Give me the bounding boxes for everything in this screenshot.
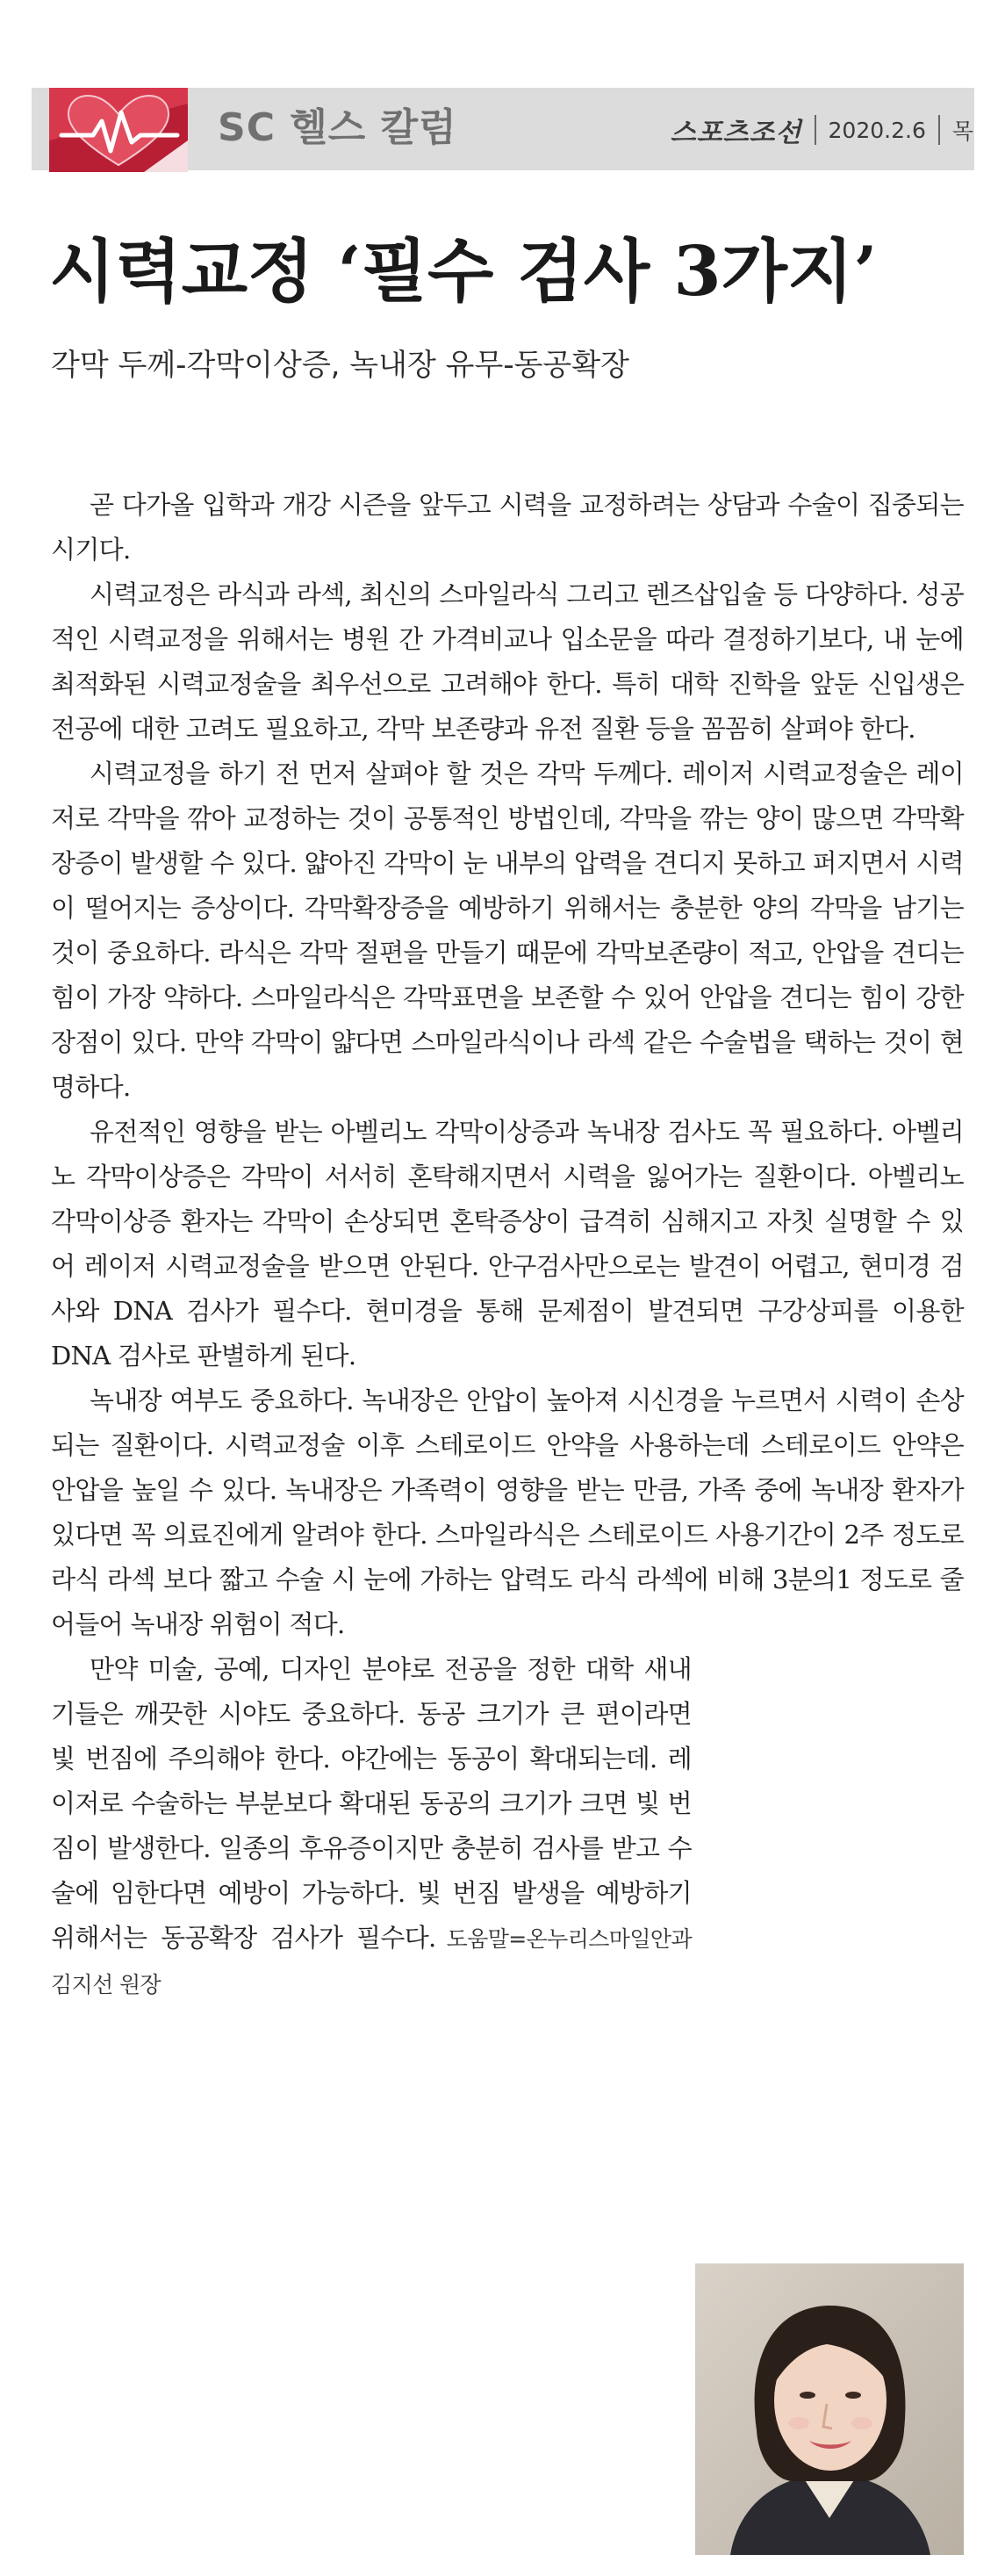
article-paragraph: 녹내장 여부도 중요하다. 녹내장은 안압이 높아져 시신경을 누르면서 시력이 손상되는 질환이다. 시력교정술 이후 스테로이드 안약을 사용하는데 스테로이드 안약은 안압을 높일 수 있다. 녹내장은 가족력이 영향을 받는 만큼, 가족 중에 녹내장 환자가 있다면 꼭 의료진에게 알려야 한다. 스마일라식은 스테로이드 사용기간이 2주 정도로 라식 라섹 보다 짧고 수술 시 눈에 가하는 압력도 라식 라섹에 비해 3분의1 정도로 줄어들어 녹내장 위험이 적다.: [51, 1385, 964, 1639]
credit-line: 도움말=온누리스마일안과 김지선 원장: [51, 1926, 692, 1997]
column-label: SC 헬스 칼럼: [218, 105, 457, 150]
article-paragraph: [51, 1647, 692, 2007]
article-paragraph: 시력교정을 하기 전 먼저 살펴야 할 것은 각막 두께다. 레이저 시력교정술은 레이저로 각막을 깎아 교정하는 것이 공통적인 방법인데, 각막을 깎는 양이 많으면 각막확장증이 발생할 수 있다. 얇아진 각막이 눈 내부의 압력을 견디지 못하고 퍼지면서 시력이 떨어지는 증상이다. 각막확장증을 예방하기 위해서는 충분한 양의 각막을 남기는 것이 중요하다. 라식은 각막 절편을 만들기 때문에 각막보존량이 적고, 안압을 견디는 힘이 가장 약하다. 스마일라식은 각막표면을 보존할 수 있어 안압을 견디는 힘이 강한 장점이 있다. 만약 각막이 얇다면 스마일라식이나 라섹 같은 수술법을 택하는 것이 현명하다.: [51, 759, 964, 1102]
publication-date: 2020.2.6: [828, 117, 926, 143]
article-paragraph-text: 만약 미술, 공예, 디자인 분야로 전공을 정한 대학 새내기들은 깨끗한 시야도 중요하다. 동공 크기가 큰 편이라면 빛 번짐에 주의해야 한다. 야간에는 동공이 확대되는데. 레이저로 수술하는 부분보다 확대된 동공의 크기가 크면 빛 번짐이 발생한다. 일종의 후유증이지만 충분히 검사를 받고 수술에 임한다면 예방이 가능하다. 빛 번짐 발생을 예방하기 위해서는 동공확장 검사가 필수다.: [51, 1654, 692, 1953]
masthead-divider: [815, 115, 816, 145]
article-paragraph: 유전적인 영향을 받는 아벨리노 각막이상증과 녹내장 검사도 꼭 필요하다. 아벨리노 각막이상증은 각막이 서서히 혼탁해지면서 시력을 잃어가는 질환이다. 아벨리노 각막이상증 환자는 각막이 손상되면 혼탁증상이 급격히 심해지고 자칫 실명할 수 있어 레이저 시력교정술을 받으면 안된다. 안구검사만으로는 발견이 어렵고, 현미경 검사와 DNA 검사가 필수다. 현미경을 통해 문제점이 발견되면 구강상피를 이용한 DNA 검사로 판별하게 된다.: [51, 1117, 964, 1371]
newspaper-name: 스포츠조선: [670, 118, 802, 148]
masthead-divider: [938, 115, 940, 145]
article-body: [51, 483, 964, 2007]
headline: 시력교정 ‘필수 검사 3가지’: [49, 232, 878, 312]
doctor-portrait-photo: [695, 2263, 964, 2555]
heartbeat-card-icon: [49, 88, 188, 172]
publication-weekday: 목: [951, 119, 973, 144]
subheadline: 각막 두께-각막이상증, 녹내장 유무-동공확장: [51, 348, 629, 383]
article-paragraph: 시력교정은 라식과 라섹, 최신의 스마일라식 그리고 렌즈삽입술 등 다양하다. 성공적인 시력교정을 위해서는 병원 간 가격비교나 입소문을 따라 결정하기보다, 내 눈에 최적화된 시력교정술을 최우선으로 고려해야 한다. 특히 대학 진학을 앞둔 신입생은 전공에 대한 고려도 필요하고, 각막 보존량과 유전 질환 등을 꼼꼼히 살펴야 한다.: [51, 579, 964, 744]
masthead: [671, 104, 973, 156]
article-paragraph: 곧 다가올 입학과 개강 시즌을 앞두고 시력을 교정하려는 상담과 수술이 집중되는 시기다.: [51, 490, 964, 565]
